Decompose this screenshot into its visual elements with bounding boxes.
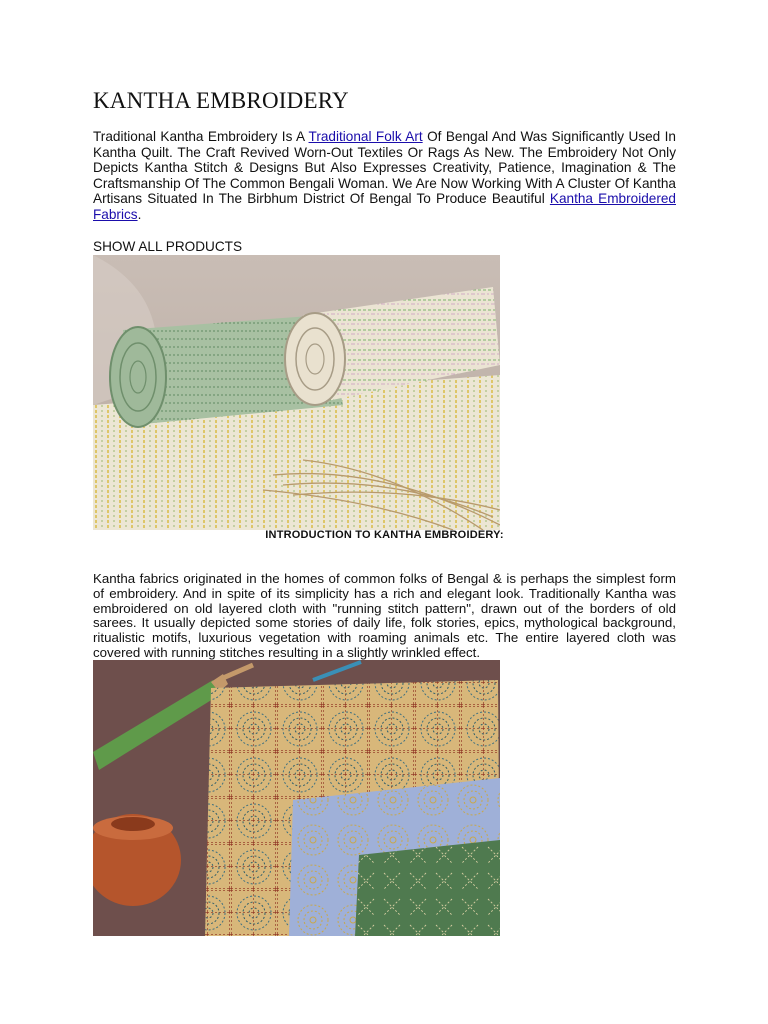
intro-paragraph [93, 129, 676, 222]
intro-text-2: Of Bengal And Was Significantly Used In Kantha Quilt. The Craft Revived Worn-Out Textiles Or Rags As New. The Embroidery Not Only Depicts Kantha Stitch & Designs But Also Expresses Creativity, Patience, Imagination & The Craftsmanship Of The Common Bengali Woman. We Are Now Working With A Cluster Of Kantha Artisans Situated In The Birbhum District Of Bengal To Produce Beautiful [93, 129, 676, 206]
kantha-embroidered-fabrics-link[interactable]: Kantha Embroidered Fabrics [93, 191, 676, 222]
intro-text-1: Traditional Kantha Embroidery Is A [93, 129, 309, 144]
body-paragraph: Kantha fabrics originated in the homes of common folks of Bengal & is perhaps the simplest form of embroidery. And in spite of its simplicity has a rich and elegant look. Traditionally Kantha was embroidered on old layered cloth with "running stitch pattern", drawn out of the borders of old sarees. It usually depicted some stories of daily life, folk stories, epics, mythological background, ritualistic motifs, luxurious vegetation with roaming animals etc. The entire layered cloth was covered with running stitches resulting in a slightly wrinkled effect. [93, 571, 676, 660]
traditional-folk-art-link[interactable]: Traditional Folk Art [308, 129, 423, 144]
rolled-kantha-fabric-photo [93, 255, 500, 530]
section-heading: INTRODUCTION TO KANTHA EMBROIDERY: [265, 529, 504, 541]
page-title: KANTHA EMBROIDERY [93, 88, 349, 113]
show-all-products-link[interactable]: SHOW ALL PRODUCTS [93, 239, 243, 254]
kantha-embroidered-fabrics-photo [93, 660, 500, 936]
intro-text-3: . [137, 206, 142, 222]
